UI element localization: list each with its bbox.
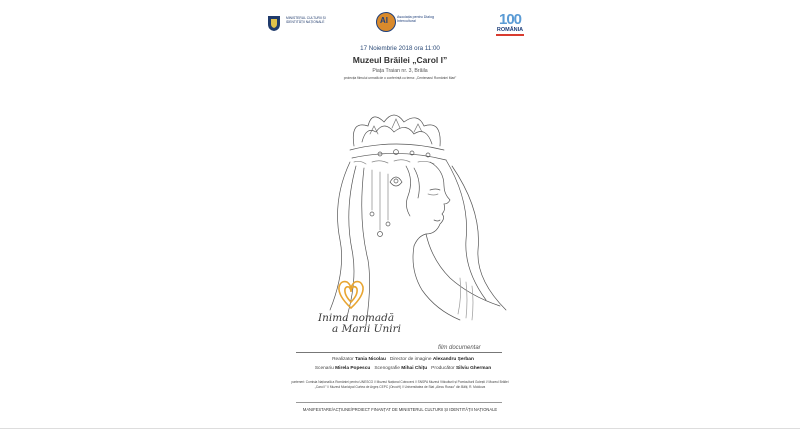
centenary-country: ROMÂNIA	[496, 27, 524, 33]
event-venue: Muzeul Brăilei „Carol I”	[352, 55, 448, 65]
page-bottom-edge	[0, 428, 800, 429]
divider	[296, 402, 502, 403]
centenary-logo	[490, 12, 530, 42]
event-date: 17 Noiembrie 2018 ora 11:00	[360, 45, 440, 52]
credit-name: Silviu Gherman	[455, 366, 492, 371]
divider	[296, 352, 502, 353]
centenary-number: 100	[498, 11, 522, 28]
credit-role: Scenariu	[314, 366, 334, 371]
association-badge-icon	[376, 12, 396, 32]
credit-role: Producător	[431, 366, 455, 371]
credit-role: Director de imagine	[389, 357, 432, 362]
coat-of-arms-icon	[266, 14, 282, 32]
credit-name: Tania Nicolau	[355, 357, 386, 362]
association-name: Asociația pentru Dialog Intercultural	[397, 15, 434, 24]
event-followed-by: proiecția filmului urmată de o conferință cu tema: „Centenarul României Mari”	[343, 76, 457, 80]
credits-line-1	[298, 357, 508, 362]
credit-name: Mihai Chițu	[401, 366, 428, 371]
credit-role: Realizator	[332, 357, 354, 362]
film-title-line2: a Marii Uniri	[332, 323, 402, 335]
association-mark: AI	[380, 16, 388, 25]
film-subtitle: film documentar	[438, 345, 481, 351]
credits-line-2	[298, 366, 508, 371]
ministry-logo	[266, 12, 336, 36]
film-title	[318, 313, 401, 335]
event-poster	[258, 0, 542, 430]
heart-logo-icon	[336, 278, 366, 310]
credit-name: Mirela Popescu	[335, 366, 371, 371]
funding-note: MANIFESTARE/ACȚIUNE/PROIECT FINANȚAT DE MINISTERUL CULTURII ȘI IDENTITĂȚII NAȚIONALE	[302, 407, 498, 412]
event-address: Piața Traian nr. 3, Brăila	[372, 68, 428, 74]
credit-role: Scenografie	[374, 366, 400, 371]
association-logo	[376, 12, 446, 42]
partners-list: parteneri: Comisia Națională a României pentru UNESCO // Muzeul Național Cotroceni // SNSPA Muzeul Viticulturii și Pomiculturii Golești // Muzeul Brăilei „Carol I” // Muzeul Municipal Curtea de Argeș CEPC (OncoH) // Universitatea de Stat „Alecu Russo” din Bălți, R. Moldova	[291, 380, 509, 389]
film-title-line1: Inima nomadă	[318, 312, 395, 324]
credit-name: Alexandru Șerban	[432, 357, 474, 362]
ministry-name: MINISTERUL CULTURII ȘI IDENTITĂȚII NAȚIONALE	[286, 16, 326, 24]
centenary-underline	[496, 34, 524, 36]
